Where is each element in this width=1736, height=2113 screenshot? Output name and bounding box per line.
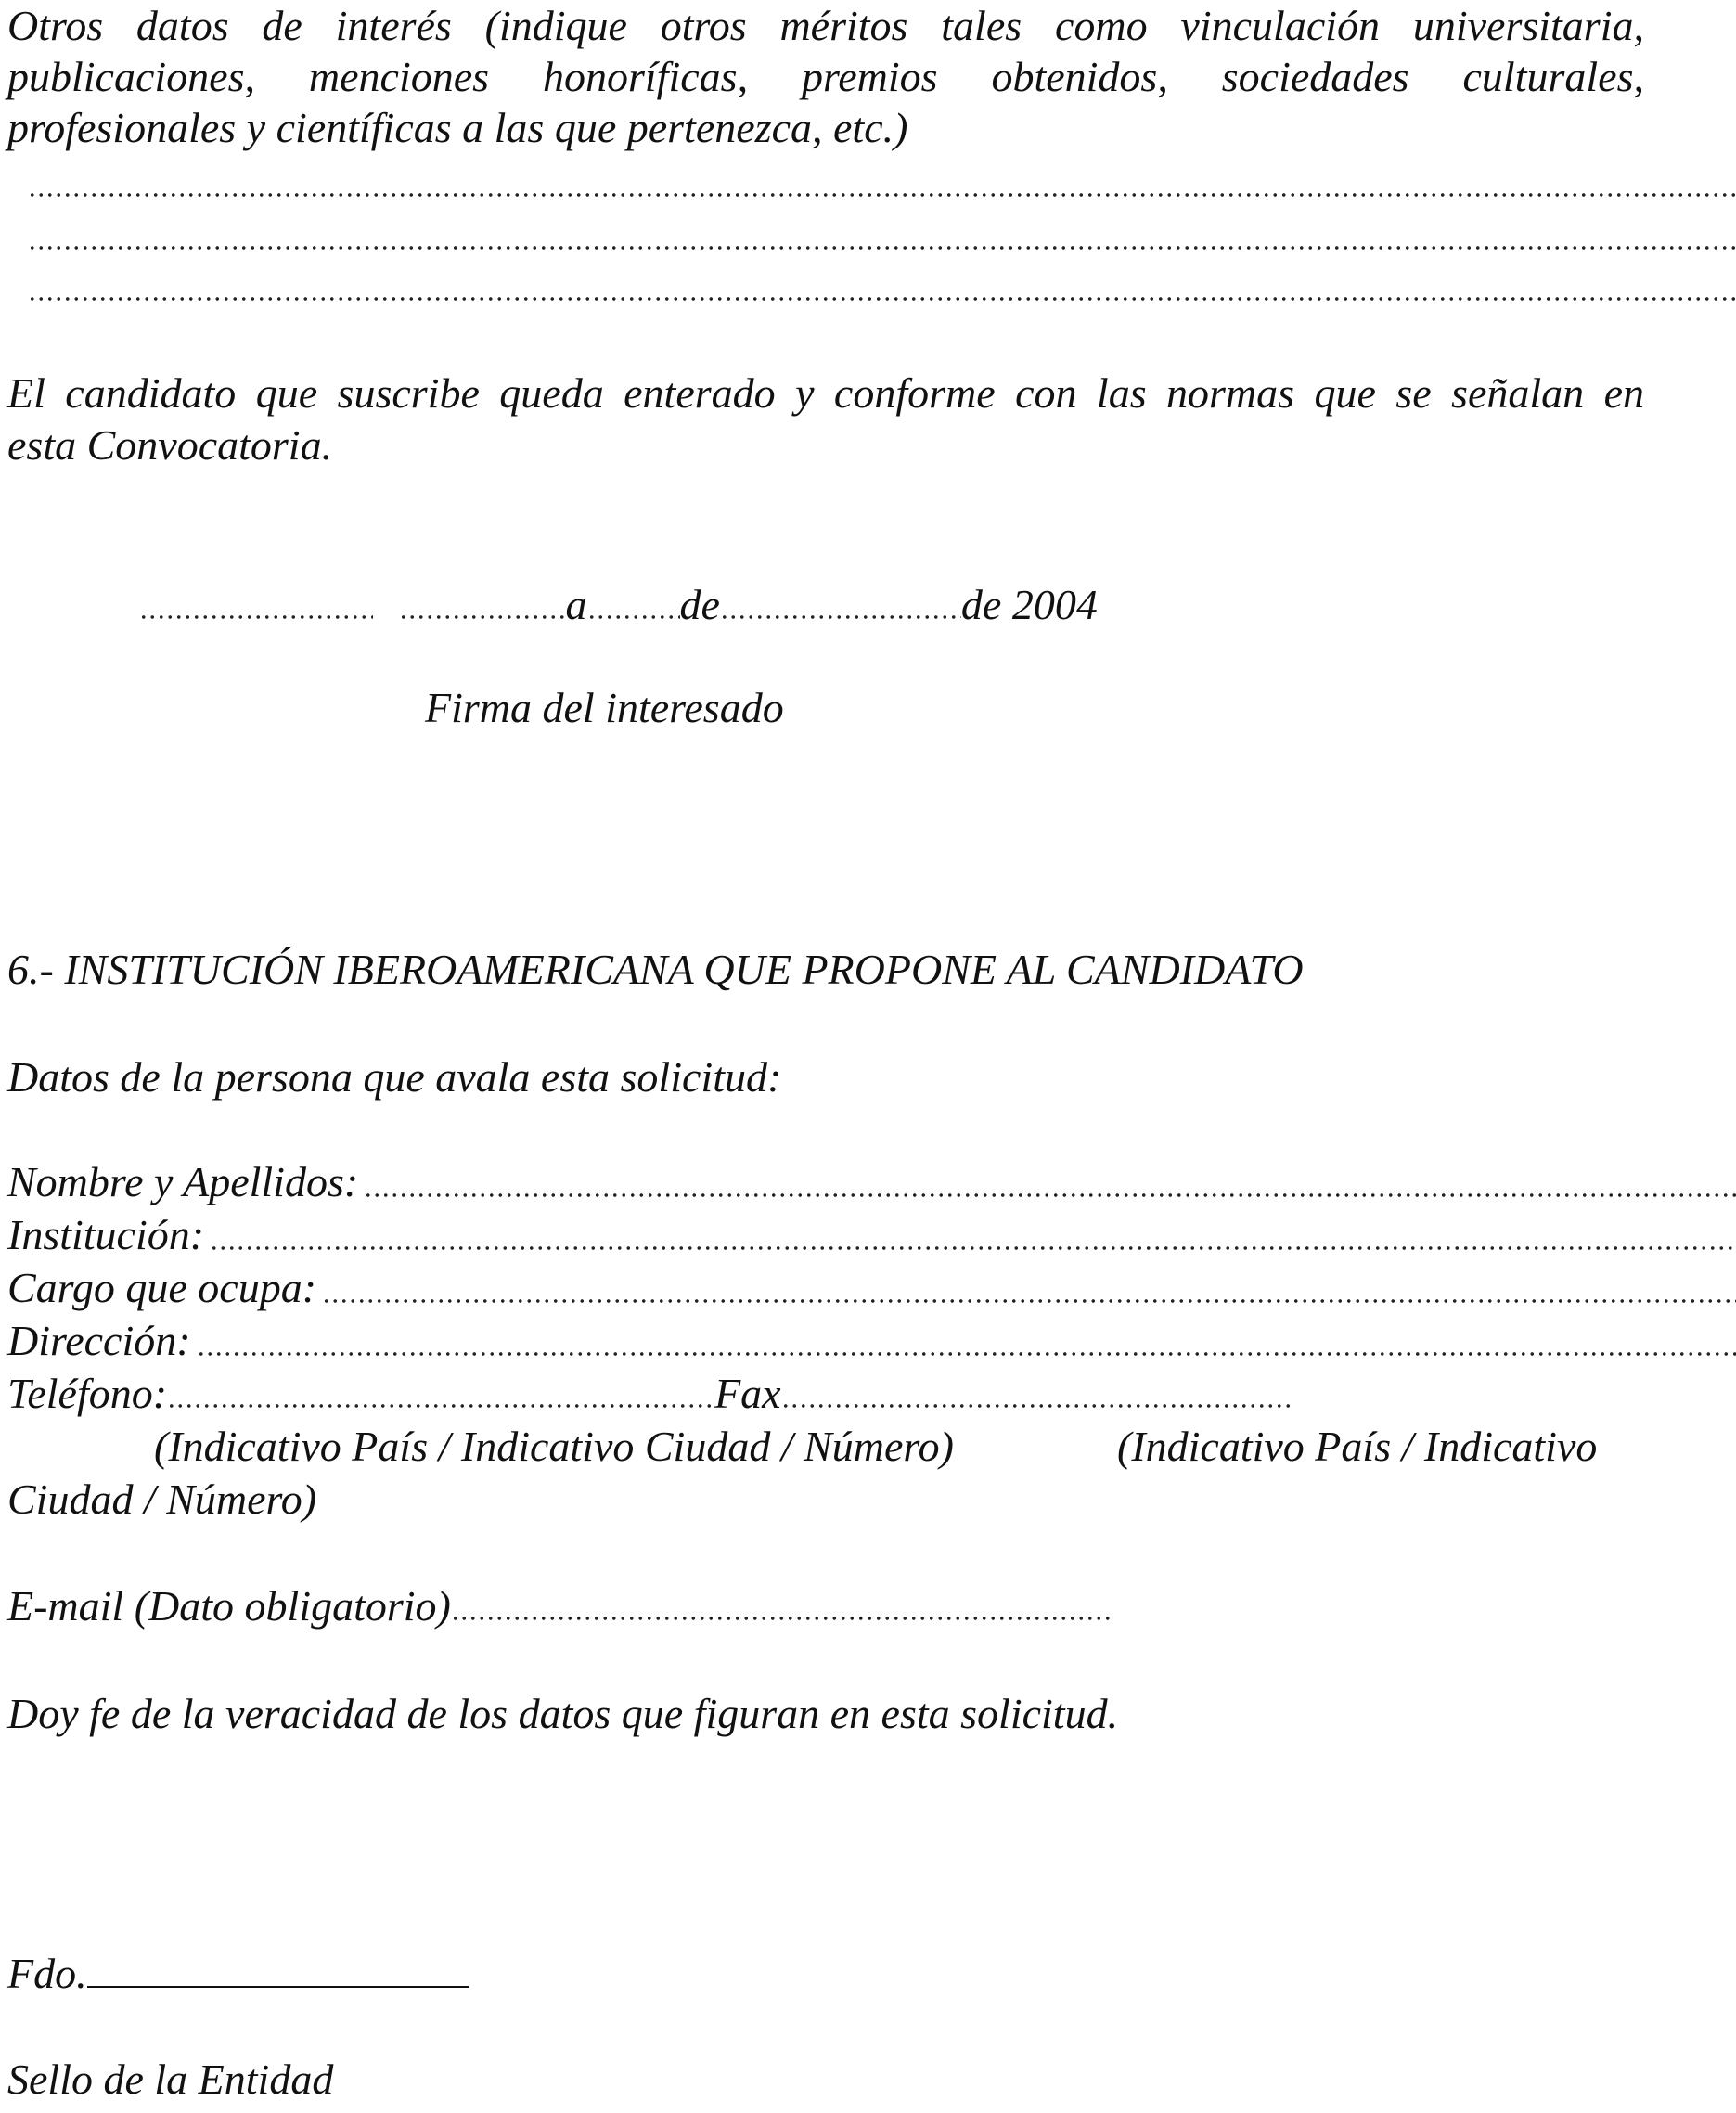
doy-fe-statement: Doy fe de la veracidad de los datos que figuran en esta solicitud.	[7, 1690, 1119, 1737]
direccion-field[interactable]	[197, 1352, 1736, 1356]
direccion-label: Dirección:	[7, 1317, 191, 1364]
otros-datos-line2: publicaciones, menciones honoríficas, premios obtenidos, sociedades culturales,	[7, 53, 1644, 100]
cargo-row	[7, 1262, 1736, 1314]
institucion-row	[7, 1209, 1736, 1261]
otros-datos-entry-line-2[interactable]	[28, 246, 1736, 250]
institucion-field[interactable]	[210, 1246, 1736, 1250]
fdo-row	[7, 1948, 469, 2000]
date-place-field[interactable]	[139, 615, 373, 619]
telefono-field[interactable]	[167, 1404, 714, 1408]
firma-interesado-label: Firma del interesado	[425, 684, 784, 731]
date-line	[139, 579, 1098, 631]
telefono-row	[7, 1368, 1290, 1420]
otros-datos-line3: profesionales y científicas a las que pertenezca, etc.)	[7, 104, 908, 151]
date-month-field[interactable]	[720, 615, 961, 619]
email-row	[7, 1580, 1113, 1632]
telefono-label: Teléfono:	[7, 1370, 168, 1417]
email-field[interactable]	[451, 1617, 1113, 1620]
fax-label: Fax	[714, 1370, 781, 1417]
otros-datos-line1: Otros datos de interés (indique otros méritos tales como vinculación universitaria,	[7, 2, 1644, 49]
fax-field[interactable]	[781, 1404, 1290, 1408]
conformidad-line1: El candidato que suscribe queda enterado y conforme con las normas que se señalan en	[7, 369, 1644, 417]
cargo-label: Cargo que ocupa:	[7, 1264, 317, 1311]
nombre-row	[7, 1156, 1736, 1208]
date-day-field[interactable]	[587, 615, 680, 619]
indicativo-fax-hint-b: Ciudad / Número)	[7, 1475, 317, 1523]
sello-entidad-label: Sello de la Entidad	[7, 2055, 334, 2103]
indicativo-fax-hint-a: (Indicativo País / Indicativo	[1117, 1423, 1598, 1470]
section-6-title: 6.- INSTITUCIÓN IBEROAMERICANA QUE PROPONE AL CANDIDATO	[7, 946, 1304, 993]
direccion-row	[7, 1315, 1736, 1367]
nombre-label: Nombre y Apellidos:	[7, 1158, 359, 1205]
date-a-label: a	[565, 581, 587, 628]
section-6-intro: Datos de la persona que avala esta solicitud:	[7, 1053, 782, 1101]
otros-datos-entry-line-1[interactable]	[28, 193, 1736, 197]
fdo-signature-field[interactable]	[87, 1949, 469, 1988]
nombre-field[interactable]	[364, 1193, 1736, 1197]
email-label: E-mail (Dato obligatorio)	[7, 1582, 451, 1630]
institucion-label: Institución:	[7, 1211, 205, 1258]
indicativo-telefono-hint: (Indicativo País / Indicativo Ciudad / Número)	[154, 1423, 954, 1470]
cargo-field[interactable]	[322, 1299, 1736, 1303]
date-de-label: de	[679, 581, 720, 628]
date-place-field-2[interactable]	[399, 615, 566, 619]
fdo-label: Fdo.	[7, 1950, 87, 1997]
date-year-label: de 2004	[960, 581, 1098, 628]
otros-datos-entry-line-3[interactable]	[28, 297, 1736, 301]
conformidad-line2: esta Convocatoria.	[7, 421, 333, 469]
